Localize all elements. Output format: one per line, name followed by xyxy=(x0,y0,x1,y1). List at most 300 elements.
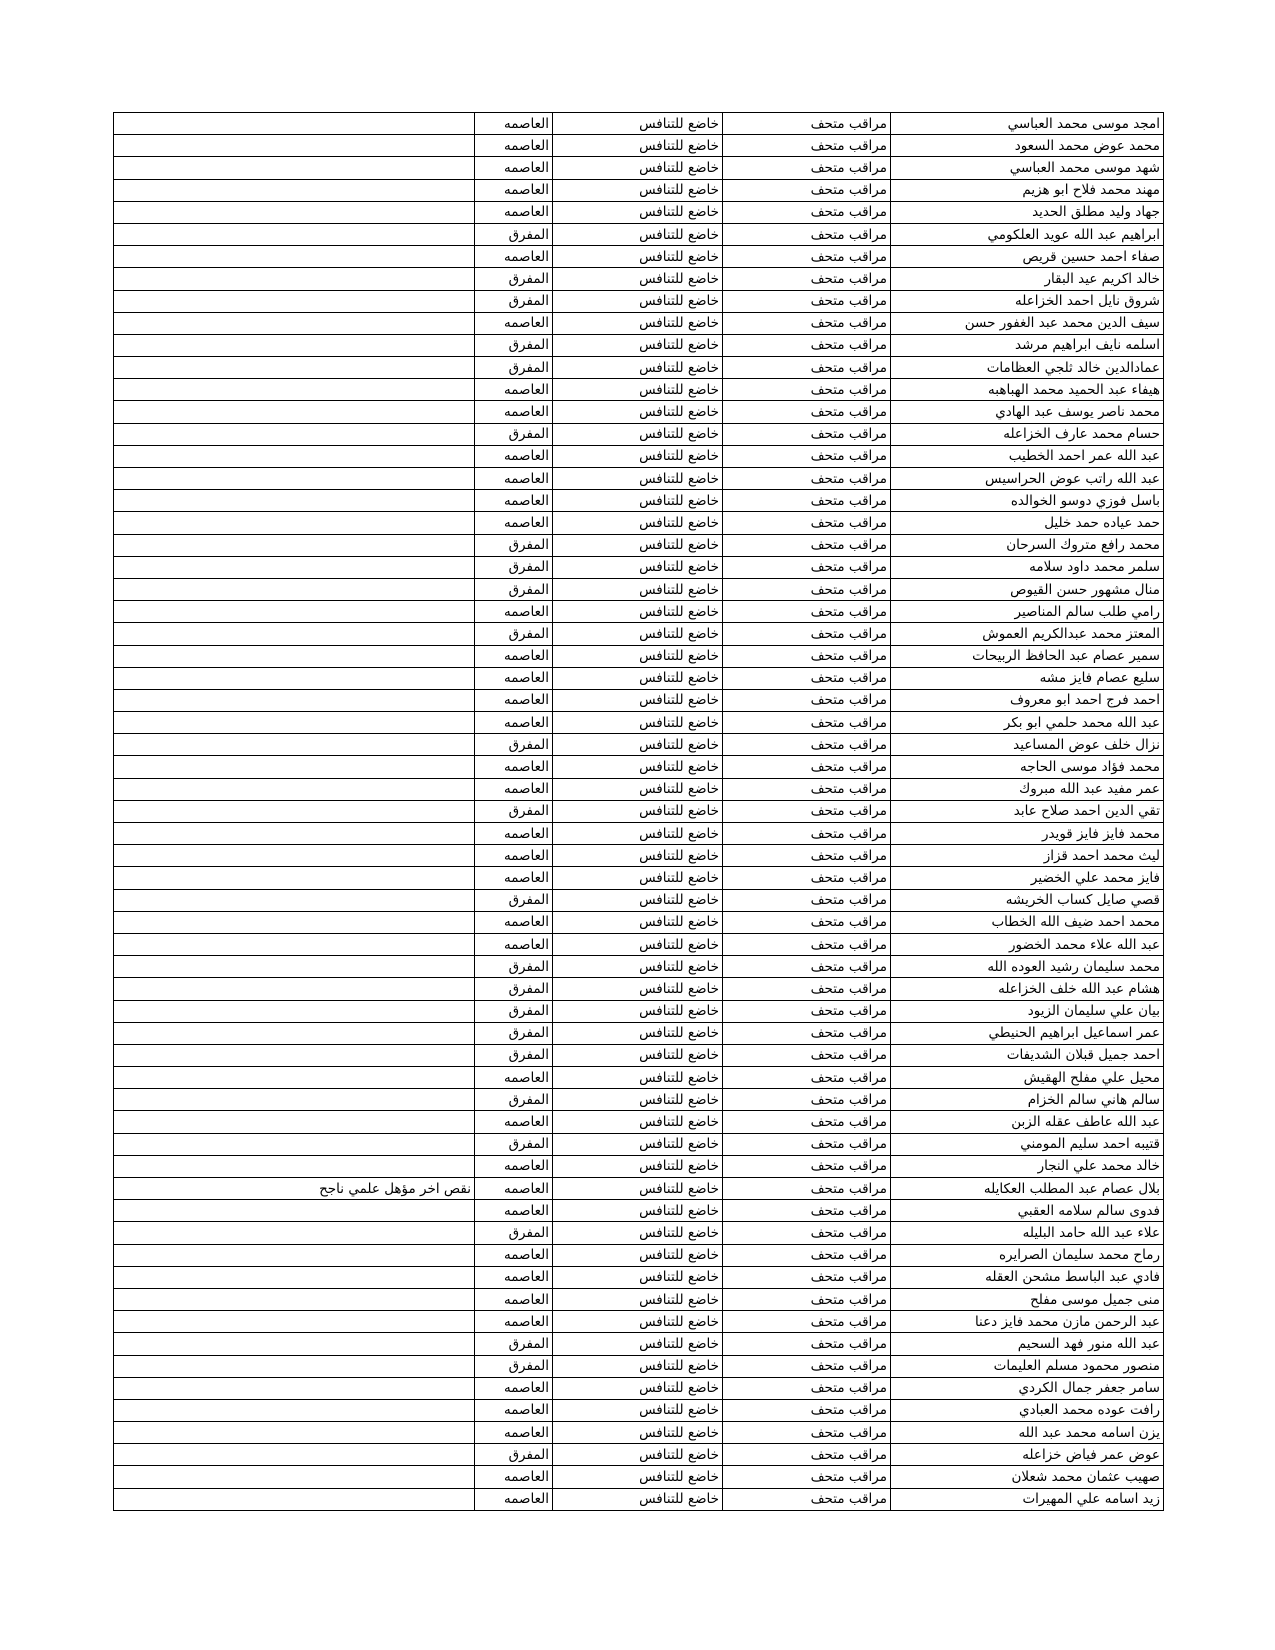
note-cell xyxy=(114,845,475,867)
table-row xyxy=(114,113,1164,135)
note-cell xyxy=(114,1377,475,1399)
table-row xyxy=(114,290,1164,312)
job-title-cell: مراقب متحف xyxy=(723,911,891,933)
note-cell xyxy=(114,1333,475,1355)
applicant-name-cell: سيف الدين محمد عبد الغفور حسن xyxy=(891,312,1164,334)
governorate-cell: العاصمه xyxy=(475,756,553,778)
competition-status-cell: خاضع للتنافس xyxy=(553,601,723,623)
governorate-cell: العاصمه xyxy=(475,1466,553,1488)
applicant-name-cell: مهند محمد فلاح ابو هزيم xyxy=(891,179,1164,201)
note-cell xyxy=(114,379,475,401)
job-title-cell: مراقب متحف xyxy=(723,290,891,312)
table-row xyxy=(114,1178,1164,1200)
applicant-name-cell: عبد الله محمد حلمي ابو بكر xyxy=(891,712,1164,734)
job-title-cell: مراقب متحف xyxy=(723,933,891,955)
job-title-cell: مراقب متحف xyxy=(723,1399,891,1421)
governorate-cell: العاصمه xyxy=(475,1244,553,1266)
table-row xyxy=(114,1067,1164,1089)
applicant-name-cell: عبد الله علاء محمد الخضور xyxy=(891,933,1164,955)
table-row xyxy=(114,157,1164,179)
applicant-name-cell: عمر مفيد عبد الله مبروك xyxy=(891,778,1164,800)
applicant-name-cell: منصور محمود مسلم العليمات xyxy=(891,1355,1164,1377)
governorate-cell: المفرق xyxy=(475,1355,553,1377)
job-title-cell: مراقب متحف xyxy=(723,1000,891,1022)
governorate-cell: العاصمه xyxy=(475,1399,553,1421)
job-title-cell: مراقب متحف xyxy=(723,223,891,245)
competition-status-cell: خاضع للتنافس xyxy=(553,800,723,822)
table-row xyxy=(114,223,1164,245)
competition-status-cell: خاضع للتنافس xyxy=(553,933,723,955)
applicant-name-cell: حسام محمد عارف الخزاعله xyxy=(891,423,1164,445)
note-cell xyxy=(114,712,475,734)
table-row xyxy=(114,312,1164,334)
applicant-name-cell: عوض عمر فياض خزاعله xyxy=(891,1444,1164,1466)
governorate-cell: العاصمه xyxy=(475,1422,553,1444)
table-row xyxy=(114,1422,1164,1444)
competition-status-cell: خاضع للتنافس xyxy=(553,889,723,911)
note-cell xyxy=(114,889,475,911)
governorate-cell: العاصمه xyxy=(475,179,553,201)
job-title-cell: مراقب متحف xyxy=(723,845,891,867)
job-title-cell: مراقب متحف xyxy=(723,1377,891,1399)
competition-status-cell: خاضع للتنافس xyxy=(553,645,723,667)
job-title-cell: مراقب متحف xyxy=(723,1355,891,1377)
note-cell xyxy=(114,179,475,201)
governorate-cell: العاصمه xyxy=(475,911,553,933)
note-cell xyxy=(114,1311,475,1333)
governorate-cell: العاصمه xyxy=(475,601,553,623)
governorate-cell: العاصمه xyxy=(475,1311,553,1333)
competition-status-cell: خاضع للتنافس xyxy=(553,823,723,845)
job-title-cell: مراقب متحف xyxy=(723,889,891,911)
applicant-name-cell: شروق نايل احمد الخزاعله xyxy=(891,290,1164,312)
applicant-name-cell: زيد اسامه علي المهيرات xyxy=(891,1488,1164,1510)
note-cell xyxy=(114,1399,475,1421)
note-cell xyxy=(114,1022,475,1044)
note-cell xyxy=(114,667,475,689)
applicant-name-cell: باسل فوزي دوسو الخوالده xyxy=(891,490,1164,512)
job-title-cell: مراقب متحف xyxy=(723,512,891,534)
competition-status-cell: خاضع للتنافس xyxy=(553,1355,723,1377)
governorate-cell: العاصمه xyxy=(475,845,553,867)
note-cell xyxy=(114,911,475,933)
governorate-cell: المفرق xyxy=(475,1000,553,1022)
table-row xyxy=(114,1288,1164,1310)
applicant-name-cell: فادي عبد الباسط مشحن العقله xyxy=(891,1266,1164,1288)
job-title-cell: مراقب متحف xyxy=(723,113,891,135)
job-title-cell: مراقب متحف xyxy=(723,623,891,645)
table-row xyxy=(114,889,1164,911)
applicant-name-cell: يزن اسامه محمد عبد الله xyxy=(891,1422,1164,1444)
competition-status-cell: خاضع للتنافس xyxy=(553,534,723,556)
job-title-cell: مراقب متحف xyxy=(723,956,891,978)
note-cell xyxy=(114,268,475,290)
governorate-cell: المفرق xyxy=(475,978,553,1000)
applicant-name-cell: عبد الله عمر احمد الخطيب xyxy=(891,445,1164,467)
competition-status-cell: خاضع للتنافس xyxy=(553,179,723,201)
applicant-name-cell: سالم هاني سالم الخزام xyxy=(891,1089,1164,1111)
table-row xyxy=(114,1399,1164,1421)
note-cell xyxy=(114,1067,475,1089)
applicant-name-cell: سمير عصام عبد الحافظ الربيحات xyxy=(891,645,1164,667)
table-row xyxy=(114,867,1164,889)
note-cell xyxy=(114,423,475,445)
governorate-cell: العاصمه xyxy=(475,1266,553,1288)
competition-status-cell: خاضع للتنافس xyxy=(553,157,723,179)
table-row xyxy=(114,911,1164,933)
governorate-cell: العاصمه xyxy=(475,933,553,955)
competition-status-cell: خاضع للتنافس xyxy=(553,734,723,756)
governorate-cell: المفرق xyxy=(475,956,553,978)
table-row xyxy=(114,689,1164,711)
table-row xyxy=(114,556,1164,578)
governorate-cell: المفرق xyxy=(475,1444,553,1466)
job-title-cell: مراقب متحف xyxy=(723,1089,891,1111)
competition-status-cell: خاضع للتنافس xyxy=(553,623,723,645)
job-title-cell: مراقب متحف xyxy=(723,379,891,401)
competition-status-cell: خاضع للتنافس xyxy=(553,246,723,268)
competition-status-cell: خاضع للتنافس xyxy=(553,1399,723,1421)
governorate-cell: العاصمه xyxy=(475,468,553,490)
governorate-cell: العاصمه xyxy=(475,401,553,423)
note-cell xyxy=(114,246,475,268)
note-cell xyxy=(114,290,475,312)
governorate-cell: المفرق xyxy=(475,534,553,556)
table-row xyxy=(114,800,1164,822)
table-row xyxy=(114,1133,1164,1155)
governorate-cell: المفرق xyxy=(475,1044,553,1066)
applicant-name-cell: فايز محمد علي الخضير xyxy=(891,867,1164,889)
applicant-name-cell: محمد احمد ضيف الله الخطاب xyxy=(891,911,1164,933)
applicant-name-cell: منال مشهور حسن القيوص xyxy=(891,578,1164,600)
applicant-name-cell: بلال عصام عبد المطلب العكايله xyxy=(891,1178,1164,1200)
note-cell xyxy=(114,778,475,800)
note-cell xyxy=(114,401,475,423)
applicant-name-cell: تقي الدين احمد صلاح عابد xyxy=(891,800,1164,822)
competition-status-cell: خاضع للتنافس xyxy=(553,201,723,223)
applicant-name-cell: سامر جعفر جمال الكردي xyxy=(891,1377,1164,1399)
competition-status-cell: خاضع للتنافس xyxy=(553,1000,723,1022)
applicant-name-cell: محمد عوض محمد السعود xyxy=(891,135,1164,157)
job-title-cell: مراقب متحف xyxy=(723,823,891,845)
table-row xyxy=(114,534,1164,556)
governorate-cell: العاصمه xyxy=(475,1200,553,1222)
competition-status-cell: خاضع للتنافس xyxy=(553,845,723,867)
note-cell xyxy=(114,468,475,490)
competition-status-cell: خاضع للتنافس xyxy=(553,1488,723,1510)
job-title-cell: مراقب متحف xyxy=(723,312,891,334)
table-row xyxy=(114,179,1164,201)
governorate-cell: العاصمه xyxy=(475,867,553,889)
governorate-cell: العاصمه xyxy=(475,445,553,467)
job-title-cell: مراقب متحف xyxy=(723,689,891,711)
competition-status-cell: خاضع للتنافس xyxy=(553,113,723,135)
applicant-name-cell: صفاء احمد حسين قريص xyxy=(891,246,1164,268)
applicant-name-cell: المعتز محمد عبدالكريم العموش xyxy=(891,623,1164,645)
results-sheet xyxy=(113,112,1163,1511)
job-title-cell: مراقب متحف xyxy=(723,1422,891,1444)
applicant-name-cell: امجد موسى محمد العباسي xyxy=(891,113,1164,135)
job-title-cell: مراقب متحف xyxy=(723,978,891,1000)
applicant-name-cell: صهيب عثمان محمد شعلان xyxy=(891,1466,1164,1488)
governorate-cell: المفرق xyxy=(475,1333,553,1355)
governorate-cell: المفرق xyxy=(475,334,553,356)
competition-status-cell: خاضع للتنافس xyxy=(553,1044,723,1066)
note-cell xyxy=(114,823,475,845)
job-title-cell: مراقب متحف xyxy=(723,667,891,689)
governorate-cell: العاصمه xyxy=(475,778,553,800)
competition-status-cell: خاضع للتنافس xyxy=(553,1422,723,1444)
competition-status-cell: خاضع للتنافس xyxy=(553,135,723,157)
table-row xyxy=(114,201,1164,223)
competition-status-cell: خاضع للتنافس xyxy=(553,1133,723,1155)
governorate-cell: العاصمه xyxy=(475,490,553,512)
note-cell xyxy=(114,157,475,179)
job-title-cell: مراقب متحف xyxy=(723,1222,891,1244)
competition-status-cell: خاضع للتنافس xyxy=(553,778,723,800)
note-cell xyxy=(114,645,475,667)
applicant-name-cell: علاء عبد الله حامد البليله xyxy=(891,1222,1164,1244)
competition-status-cell: خاضع للتنافس xyxy=(553,1288,723,1310)
competition-status-cell: خاضع للتنافس xyxy=(553,1178,723,1200)
job-title-cell: مراقب متحف xyxy=(723,800,891,822)
note-cell xyxy=(114,956,475,978)
note-cell xyxy=(114,1000,475,1022)
governorate-cell: العاصمه xyxy=(475,135,553,157)
job-title-cell: مراقب متحف xyxy=(723,246,891,268)
note-cell xyxy=(114,201,475,223)
job-title-cell: مراقب متحف xyxy=(723,1067,891,1089)
job-title-cell: مراقب متحف xyxy=(723,734,891,756)
governorate-cell: العاصمه xyxy=(475,246,553,268)
note-cell xyxy=(114,334,475,356)
governorate-cell: المفرق xyxy=(475,290,553,312)
governorate-cell: المفرق xyxy=(475,556,553,578)
governorate-cell: العاصمه xyxy=(475,689,553,711)
governorate-cell: العاصمه xyxy=(475,379,553,401)
table-row xyxy=(114,357,1164,379)
applicant-name-cell: محيل علي مفلح الهقيش xyxy=(891,1067,1164,1089)
table-row xyxy=(114,490,1164,512)
note-cell xyxy=(114,1222,475,1244)
table-row xyxy=(114,845,1164,867)
competition-status-cell: خاضع للتنافس xyxy=(553,1244,723,1266)
job-title-cell: مراقب متحف xyxy=(723,712,891,734)
governorate-cell: المفرق xyxy=(475,1022,553,1044)
table-row xyxy=(114,1488,1164,1510)
competition-status-cell: خاضع للتنافس xyxy=(553,712,723,734)
job-title-cell: مراقب متحف xyxy=(723,1266,891,1288)
table-row xyxy=(114,135,1164,157)
table-row xyxy=(114,956,1164,978)
applicant-name-cell: سليع عصام فايز مشه xyxy=(891,667,1164,689)
note-cell xyxy=(114,1089,475,1111)
competition-status-cell: خاضع للتنافس xyxy=(553,1466,723,1488)
table-row xyxy=(114,468,1164,490)
applicant-name-cell: رافت عوده محمد العبادي xyxy=(891,1399,1164,1421)
table-row xyxy=(114,645,1164,667)
table-row xyxy=(114,246,1164,268)
competition-status-cell: خاضع للتنافس xyxy=(553,1222,723,1244)
note-cell xyxy=(114,623,475,645)
job-title-cell: مراقب متحف xyxy=(723,468,891,490)
note-cell xyxy=(114,689,475,711)
governorate-cell: المفرق xyxy=(475,578,553,600)
governorate-cell: المفرق xyxy=(475,223,553,245)
note-cell xyxy=(114,1444,475,1466)
competition-status-cell: خاضع للتنافس xyxy=(553,689,723,711)
note-cell xyxy=(114,1200,475,1222)
table-row xyxy=(114,379,1164,401)
note-cell xyxy=(114,578,475,600)
applicant-name-cell: ليث محمد احمد قزاز xyxy=(891,845,1164,867)
job-title-cell: مراقب متحف xyxy=(723,1022,891,1044)
governorate-cell: العاصمه xyxy=(475,1377,553,1399)
governorate-cell: العاصمه xyxy=(475,1111,553,1133)
note-cell xyxy=(114,135,475,157)
applicant-name-cell: خالد محمد علي النجار xyxy=(891,1155,1164,1177)
job-title-cell: مراقب متحف xyxy=(723,867,891,889)
table-row xyxy=(114,1355,1164,1377)
competition-status-cell: خاضع للتنافس xyxy=(553,268,723,290)
job-title-cell: مراقب متحف xyxy=(723,1288,891,1310)
table-row xyxy=(114,734,1164,756)
applicant-name-cell: هشام عبد الله خلف الخزاعله xyxy=(891,978,1164,1000)
competition-status-cell: خاضع للتنافس xyxy=(553,578,723,600)
applicant-name-cell: خالد اكريم عيد البقار xyxy=(891,268,1164,290)
job-title-cell: مراقب متحف xyxy=(723,1333,891,1355)
job-title-cell: مراقب متحف xyxy=(723,1444,891,1466)
competition-status-cell: خاضع للتنافس xyxy=(553,357,723,379)
table-row xyxy=(114,1111,1164,1133)
applicant-name-cell: عبد الله منور فهد السحيم xyxy=(891,1333,1164,1355)
table-row xyxy=(114,423,1164,445)
competition-status-cell: خاضع للتنافس xyxy=(553,1022,723,1044)
governorate-cell: العاصمه xyxy=(475,1067,553,1089)
applicant-name-cell: عبد الله عاطف عقله الزبن xyxy=(891,1111,1164,1133)
note-cell xyxy=(114,512,475,534)
table-row xyxy=(114,1200,1164,1222)
table-row xyxy=(114,578,1164,600)
competition-status-cell: خاضع للتنافس xyxy=(553,290,723,312)
governorate-cell: المفرق xyxy=(475,1222,553,1244)
note-cell xyxy=(114,445,475,467)
applicant-name-cell: اسلمه نايف ابراهيم مرشد xyxy=(891,334,1164,356)
applicant-name-cell: محمد فايز فايز قويدر xyxy=(891,823,1164,845)
job-title-cell: مراقب متحف xyxy=(723,1311,891,1333)
governorate-cell: المفرق xyxy=(475,623,553,645)
governorate-cell: العاصمه xyxy=(475,1288,553,1310)
competition-status-cell: خاضع للتنافس xyxy=(553,423,723,445)
job-title-cell: مراقب متحف xyxy=(723,1244,891,1266)
table-body xyxy=(114,113,1164,1511)
competition-status-cell: خاضع للتنافس xyxy=(553,867,723,889)
note-cell xyxy=(114,556,475,578)
job-title-cell: مراقب متحف xyxy=(723,357,891,379)
job-title-cell: مراقب متحف xyxy=(723,423,891,445)
governorate-cell: المفرق xyxy=(475,800,553,822)
note-cell xyxy=(114,1155,475,1177)
job-title-cell: مراقب متحف xyxy=(723,135,891,157)
competition-status-cell: خاضع للتنافس xyxy=(553,911,723,933)
table-row xyxy=(114,1466,1164,1488)
applicant-name-cell: عمر اسماعيل ابراهيم الحنيطي xyxy=(891,1022,1164,1044)
governorate-cell: المفرق xyxy=(475,889,553,911)
applicant-name-cell: بيان علي سليمان الزيود xyxy=(891,1000,1164,1022)
note-cell xyxy=(114,312,475,334)
table-row xyxy=(114,712,1164,734)
governorate-cell: العاصمه xyxy=(475,201,553,223)
table-row xyxy=(114,1222,1164,1244)
table-row xyxy=(114,778,1164,800)
job-title-cell: مراقب متحف xyxy=(723,1200,891,1222)
job-title-cell: مراقب متحف xyxy=(723,1178,891,1200)
competition-status-cell: خاضع للتنافس xyxy=(553,468,723,490)
table-row xyxy=(114,1022,1164,1044)
table-row xyxy=(114,1266,1164,1288)
applicant-name-cell: احمد جميل قبلان الشديفات xyxy=(891,1044,1164,1066)
table-row xyxy=(114,1244,1164,1266)
table-row xyxy=(114,401,1164,423)
job-title-cell: مراقب متحف xyxy=(723,778,891,800)
note-cell xyxy=(114,601,475,623)
applicant-name-cell: عبد الله راتب عوض الحراسيس xyxy=(891,468,1164,490)
competition-status-cell: خاضع للتنافس xyxy=(553,1444,723,1466)
applicant-name-cell: نزال خلف عوض المساعيد xyxy=(891,734,1164,756)
governorate-cell: المفرق xyxy=(475,1133,553,1155)
applicant-name-cell: جهاد وليد مطلق الحديد xyxy=(891,201,1164,223)
table-row xyxy=(114,1000,1164,1022)
applicant-name-cell: منى جميل موسى مفلح xyxy=(891,1288,1164,1310)
job-title-cell: مراقب متحف xyxy=(723,1488,891,1510)
job-title-cell: مراقب متحف xyxy=(723,556,891,578)
competition-status-cell: خاضع للتنافس xyxy=(553,379,723,401)
table-row xyxy=(114,667,1164,689)
competition-status-cell: خاضع للتنافس xyxy=(553,1377,723,1399)
job-title-cell: مراقب متحف xyxy=(723,1466,891,1488)
applicant-name-cell: فدوى سالم سلامه العقبي xyxy=(891,1200,1164,1222)
applicant-name-cell: رامي طلب سالم المناصير xyxy=(891,601,1164,623)
table-row xyxy=(114,1044,1164,1066)
governorate-cell: العاصمه xyxy=(475,1488,553,1510)
table-row xyxy=(114,1155,1164,1177)
applicant-name-cell: محمد رافع متروك السرحان xyxy=(891,534,1164,556)
job-title-cell: مراقب متحف xyxy=(723,334,891,356)
table-row xyxy=(114,601,1164,623)
competition-status-cell: خاضع للتنافس xyxy=(553,223,723,245)
applicant-name-cell: ابراهيم عبد الله عويد العلكومي xyxy=(891,223,1164,245)
applicant-name-cell: عبد الرحمن مازن محمد فايز دعنا xyxy=(891,1311,1164,1333)
competition-status-cell: خاضع للتنافس xyxy=(553,334,723,356)
note-cell xyxy=(114,223,475,245)
competition-status-cell: خاضع للتنافس xyxy=(553,490,723,512)
governorate-cell: العاصمه xyxy=(475,312,553,334)
competition-status-cell: خاضع للتنافس xyxy=(553,445,723,467)
note-cell xyxy=(114,756,475,778)
applicant-name-cell: محمد فؤاد موسى الحاجه xyxy=(891,756,1164,778)
applicant-name-cell: رماح محمد سليمان الصرايره xyxy=(891,1244,1164,1266)
competition-status-cell: خاضع للتنافس xyxy=(553,1266,723,1288)
job-title-cell: مراقب متحف xyxy=(723,756,891,778)
applicant-name-cell: محمد ناصر يوسف عبد الهادي xyxy=(891,401,1164,423)
applicant-name-cell: محمد سليمان رشيد العوده الله xyxy=(891,956,1164,978)
job-title-cell: مراقب متحف xyxy=(723,645,891,667)
table-row xyxy=(114,756,1164,778)
job-title-cell: مراقب متحف xyxy=(723,201,891,223)
job-title-cell: مراقب متحف xyxy=(723,578,891,600)
applicant-name-cell: هيفاء عبد الحميد محمد الهباهبه xyxy=(891,379,1164,401)
competition-status-cell: خاضع للتنافس xyxy=(553,556,723,578)
